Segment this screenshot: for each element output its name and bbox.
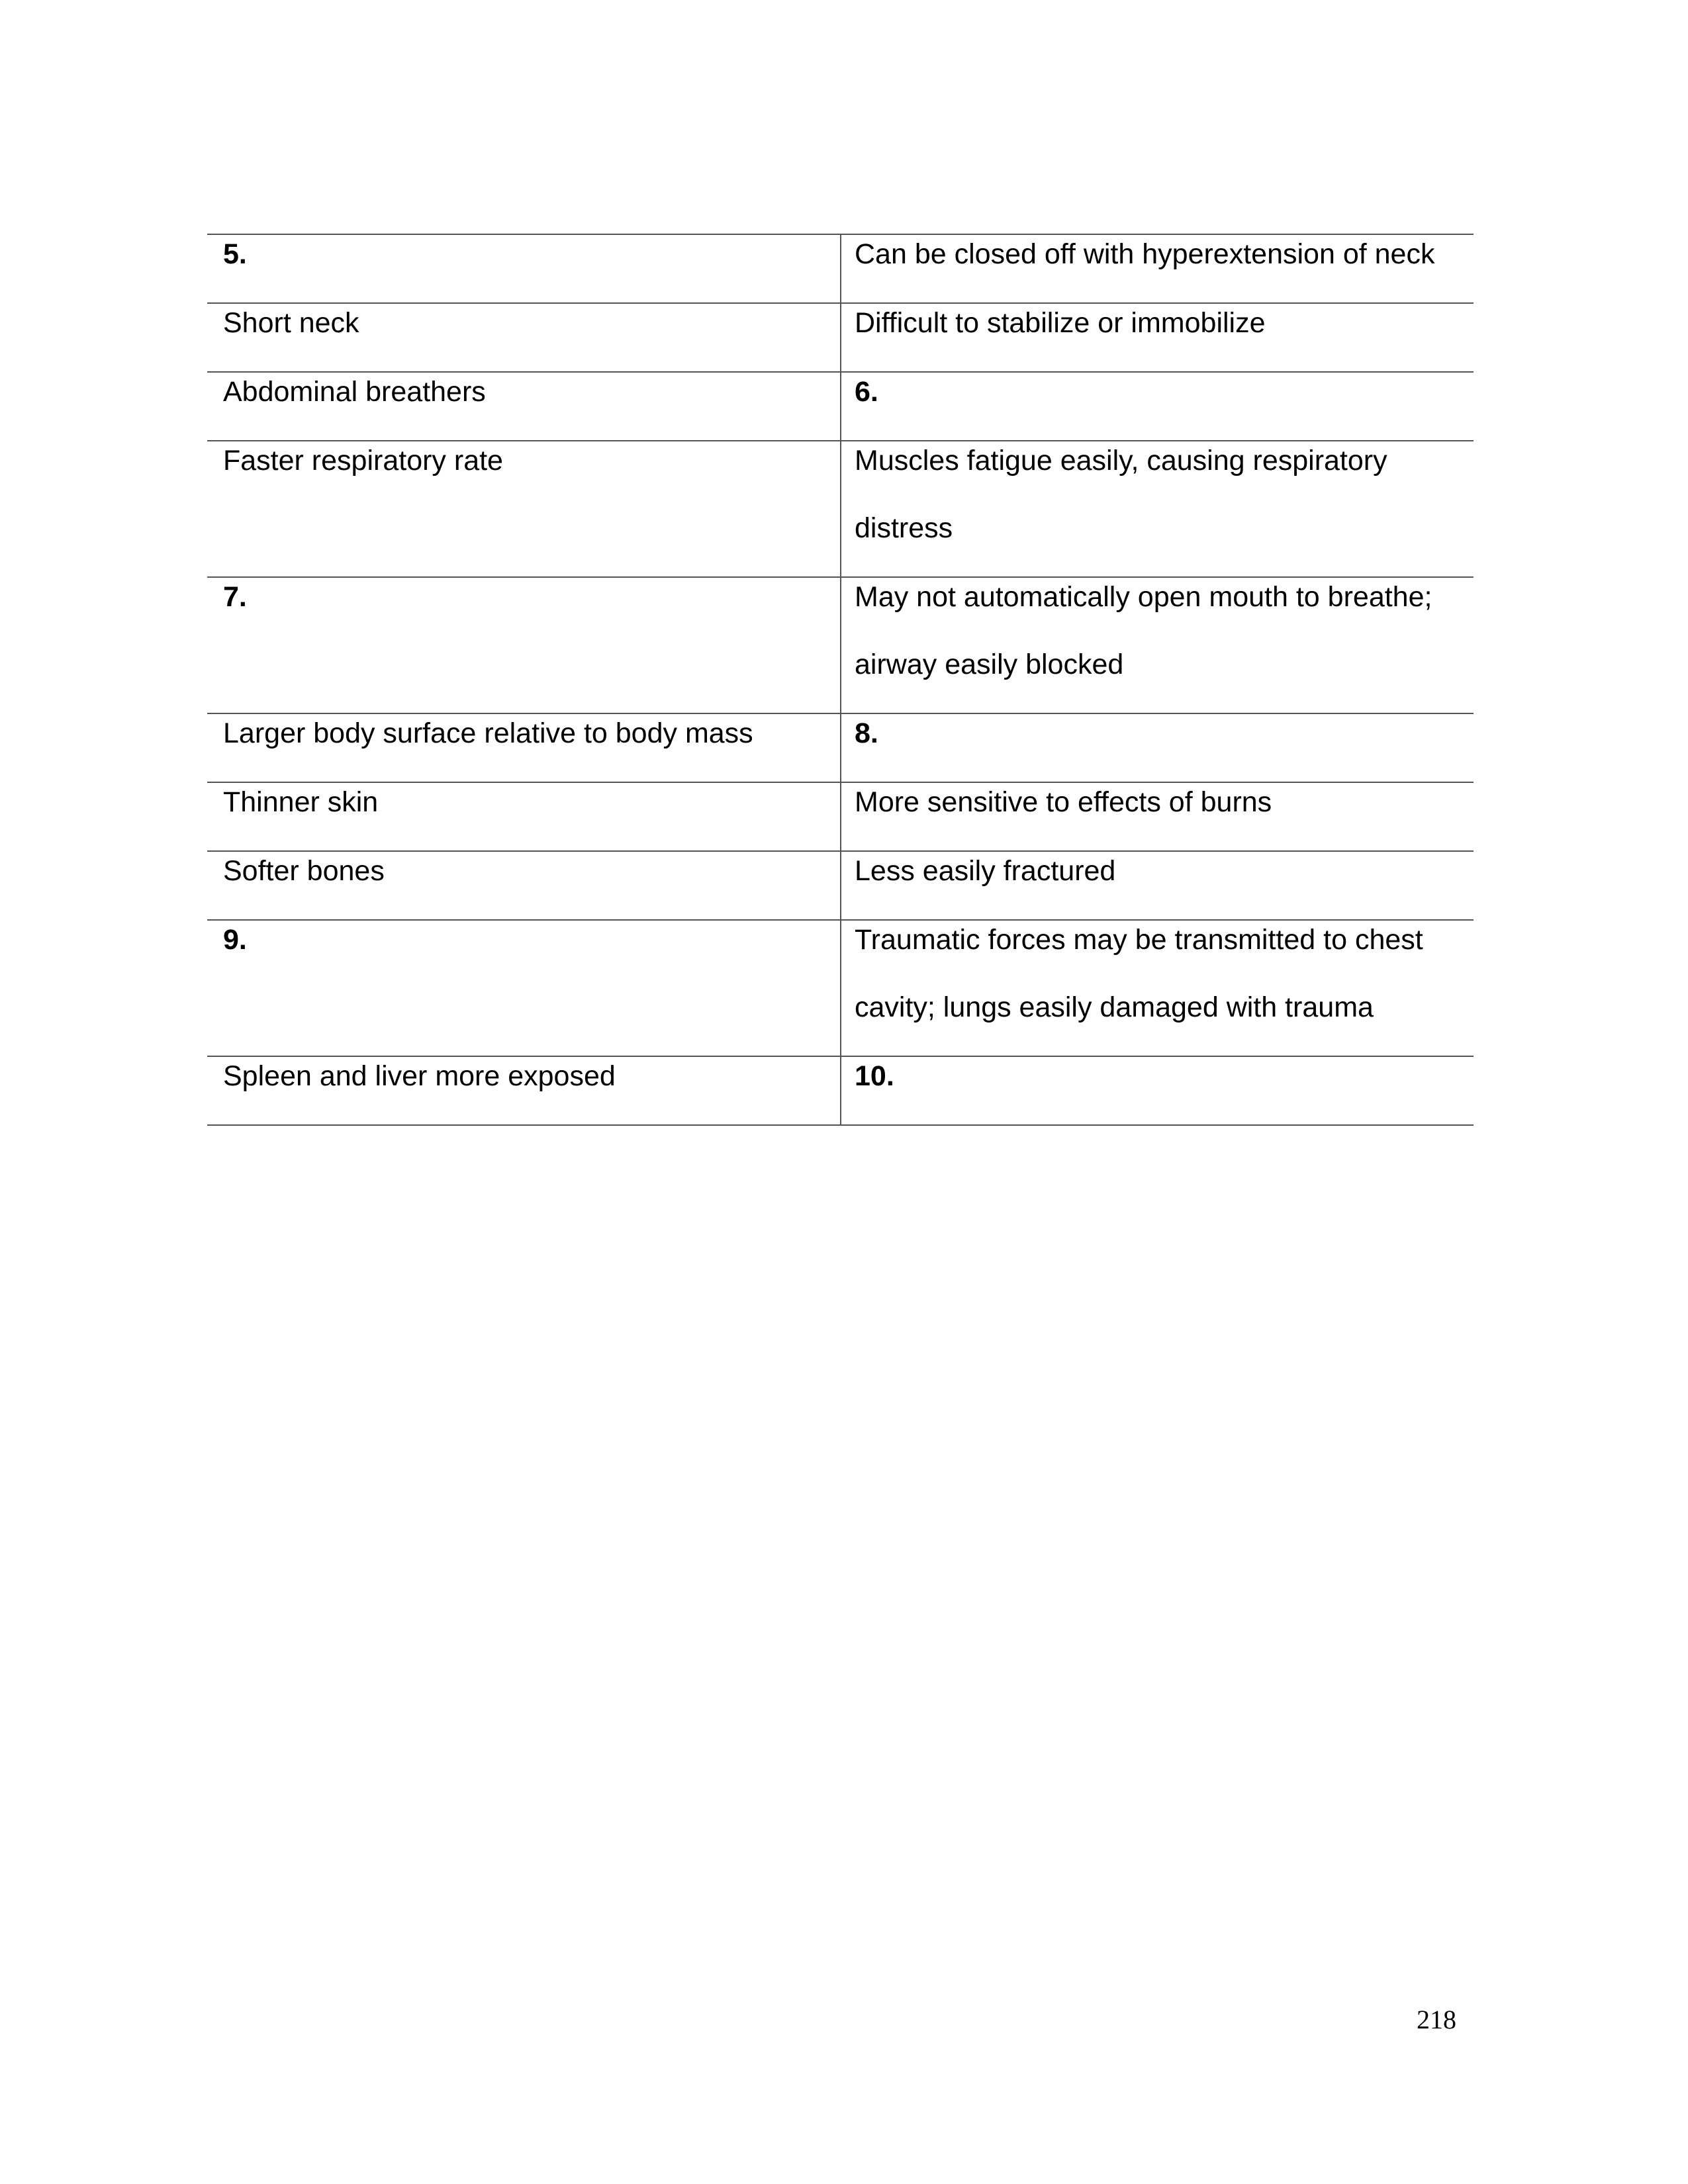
- table-cell-right: [841, 1056, 1474, 1125]
- cell-text: 10.: [855, 1060, 894, 1092]
- cell-text: Less easily fractured: [855, 855, 1116, 887]
- cell-text: 6.: [855, 376, 878, 408]
- cell-text: Thinner skin: [223, 786, 379, 818]
- table-cell-right: [841, 441, 1474, 577]
- cell-text: May not automatically open mouth to breathe; airway easily blocked: [855, 581, 1432, 680]
- comparison-table: [207, 234, 1474, 1126]
- table-body: [207, 234, 1474, 1125]
- page-number: 218: [1417, 2005, 1456, 2034]
- cell-text: Faster respiratory rate: [223, 445, 503, 477]
- table-row: [207, 920, 1474, 1056]
- cell-text: Traumatic forces may be transmitted to chest cavity; lungs easily damaged with trauma: [855, 924, 1423, 1023]
- table-row: [207, 1056, 1474, 1125]
- cell-text: Muscles fatigue easily, causing respiratory distress: [855, 445, 1387, 544]
- cell-text: Can be closed off with hyperextension of neck: [855, 238, 1435, 270]
- cell-text: More sensitive to effects of burns: [855, 786, 1272, 818]
- cell-text: 8.: [855, 717, 878, 749]
- table-cell-right: [841, 920, 1474, 1056]
- cell-text: Larger body surface relative to body mass: [223, 717, 753, 749]
- table-cell-left: [207, 577, 841, 713]
- cell-text: Softer bones: [223, 855, 385, 887]
- cell-text: 5.: [223, 238, 247, 270]
- cell-text: Difficult to stabilize or immobilize: [855, 307, 1266, 339]
- cell-text: Short neck: [223, 307, 359, 339]
- table-cell-left: [207, 441, 841, 577]
- table-cell-right: [841, 577, 1474, 713]
- table-cell-left: [207, 920, 841, 1056]
- cell-text: Abdominal breathers: [223, 376, 486, 408]
- table-cell-left: [207, 1056, 841, 1125]
- cell-text: 7.: [223, 581, 247, 613]
- table-row: [207, 441, 1474, 577]
- cell-text: Spleen and liver more exposed: [223, 1060, 616, 1092]
- cell-text: 9.: [223, 924, 247, 956]
- table-row: [207, 577, 1474, 713]
